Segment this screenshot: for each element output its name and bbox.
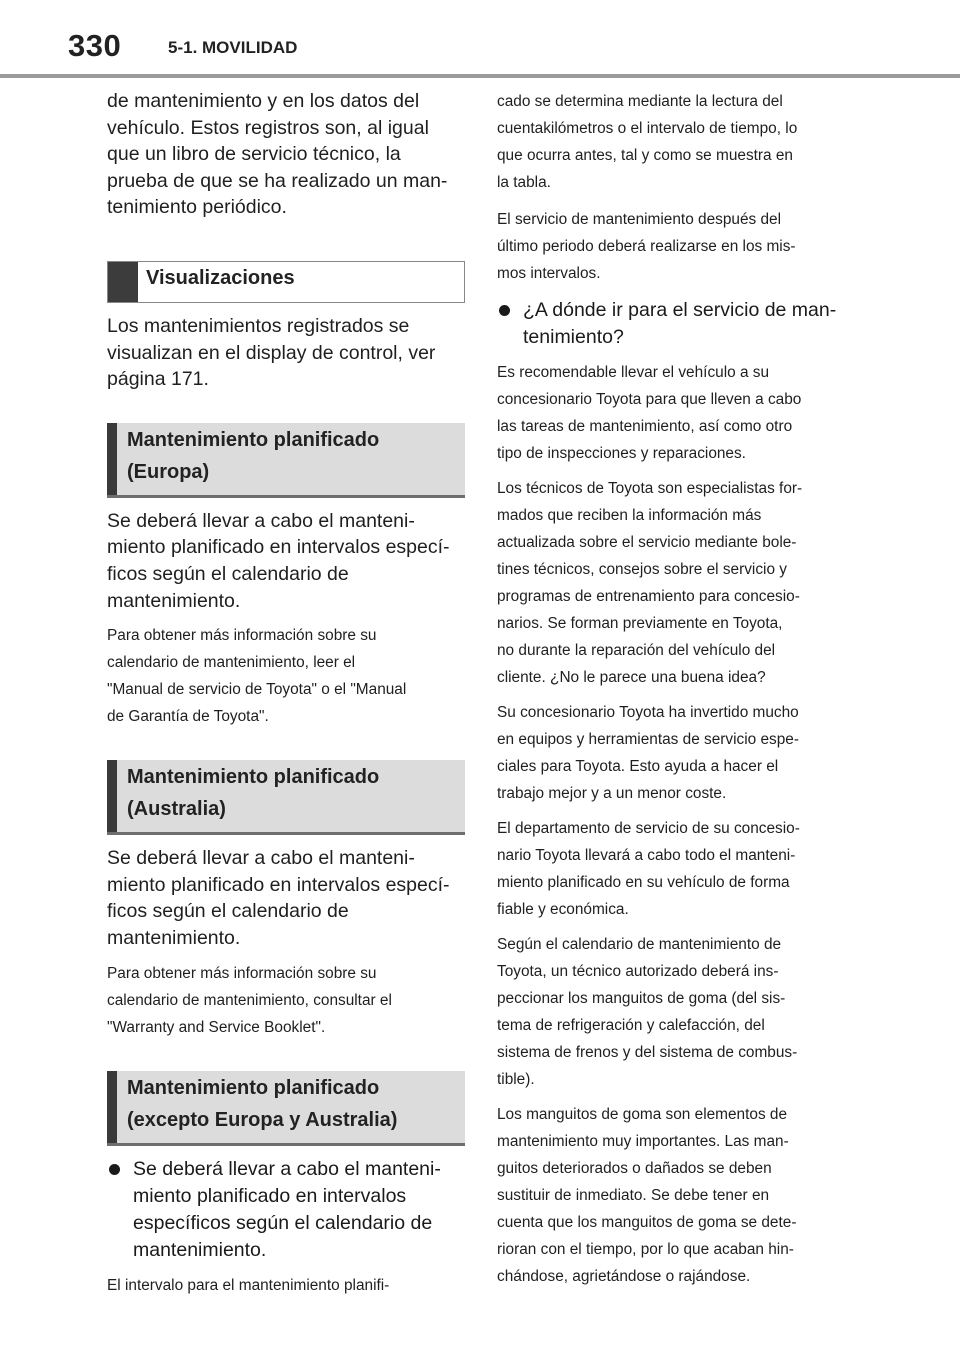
text-line: Los manguitos de goma son elementos de	[497, 1106, 788, 1123]
heading-marker	[107, 423, 117, 495]
text-line: Mantenimiento planificado	[127, 1076, 380, 1099]
header-rule	[0, 74, 960, 78]
text-line: Es recomendable llevar el vehículo a su	[497, 364, 770, 381]
text-line: no durante la reparación del vehículo del	[497, 642, 776, 659]
text-line: El intervalo para el mantenimiento planifi-	[107, 1276, 390, 1294]
text-line: mantenimiento muy importantes. Las man-	[497, 1133, 789, 1150]
text-line: miento planificado en intervalos	[133, 1184, 407, 1207]
text-line: miento planificado en su vehículo de forma	[497, 874, 790, 891]
paragraph-departamento	[497, 815, 853, 923]
text-line: mantenimiento.	[107, 589, 241, 612]
text-line: sistema de frenos y del sistema de combus-	[497, 1044, 798, 1061]
text-line: narios. Se forman previamente en Toyota,	[497, 615, 783, 632]
text-line: Para obtener más información sobre su	[107, 627, 377, 645]
text-line: vehículo. Estos registros son, al igual	[107, 116, 429, 139]
text-line: (Australia)	[127, 798, 226, 821]
text-line: Su concesionario Toyota ha invertido mucho	[497, 704, 799, 721]
australia-note	[107, 960, 465, 1041]
text-line: Los mantenimientos registrados se	[107, 314, 410, 337]
bullet-dot-icon	[499, 305, 510, 316]
text-line: la tabla.	[497, 174, 551, 191]
text-line: (Europa)	[127, 460, 210, 483]
europa-paragraph	[107, 508, 465, 614]
text-line: Se deberá llevar a cabo el manteni-	[107, 509, 415, 532]
text-line: mantenimiento.	[133, 1238, 267, 1261]
text-line: Se deberá llevar a cabo el manteni-	[133, 1157, 441, 1180]
text-line: cado se determina mediante la lectura del	[497, 93, 783, 110]
text-line: peccionar los manguitos de goma (del sis-	[497, 990, 786, 1007]
text-line: trabajo mejor y a un menor coste.	[497, 785, 727, 802]
text-line: nario Toyota llevará a cabo todo el manteni-	[497, 847, 796, 864]
intro-paragraph	[107, 88, 465, 221]
section-title: 5-1. MOVILIDAD	[168, 38, 298, 57]
text-line: miento planificado en intervalos especí-	[107, 873, 450, 896]
text-line: ciales para Toyota. Esto ayuda a hacer el	[497, 758, 779, 775]
text-line: mados que reciben la información más	[497, 507, 762, 524]
text-line: ficos según el calendario de	[107, 562, 349, 585]
text-line: programas de entrenamiento para concesio-	[497, 588, 800, 605]
heading-visualizaciones	[107, 261, 465, 303]
heading-text	[127, 761, 455, 825]
text-line: mantenimiento.	[107, 926, 241, 949]
text-line: que ocurra antes, tal y como se muestra en	[497, 147, 793, 164]
text-line: fiable y económica.	[497, 901, 629, 918]
excepto-note	[107, 1272, 465, 1299]
text-line: visualizan en el display de control, ver	[107, 341, 436, 364]
text-line: rioran con el tiempo, por lo que acaban hin-	[497, 1241, 794, 1258]
text-line: tipo de inspecciones y reparaciones.	[497, 445, 746, 462]
text-line: prueba de que se ha realizado un man-	[107, 169, 448, 192]
heading-marker	[107, 1071, 117, 1143]
europa-note	[107, 622, 465, 730]
text-line: tenimiento?	[523, 326, 624, 348]
text-line: Los técnicos de Toyota son especialistas for-	[497, 480, 803, 497]
left-column	[107, 88, 465, 1299]
text-line: página 171.	[107, 368, 209, 391]
text-line: "Manual de servicio de Toyota" o el "Manual	[107, 681, 407, 699]
paragraph-manguitos-importantes	[497, 1101, 853, 1290]
heading-text	[127, 424, 455, 488]
text-line: mos intervalos.	[497, 265, 601, 282]
page-header	[0, 0, 960, 78]
australia-paragraph	[107, 845, 465, 951]
text-line: las tareas de mantenimiento, así como otro	[497, 418, 793, 435]
heading-excepto	[107, 1071, 465, 1146]
heading-europa	[107, 423, 465, 498]
text-line: tenimiento periódico.	[107, 196, 287, 219]
heading-marker	[107, 760, 117, 832]
paragraph-tecnicos	[497, 475, 853, 691]
text-line: que un libro de servicio técnico, la	[107, 143, 401, 166]
text-line: actualizada sobre el servicio mediante bole-	[497, 534, 797, 551]
right-column	[497, 88, 853, 1290]
paragraph-recomendable	[497, 359, 853, 467]
text-line: El servicio de mantenimiento después del	[497, 211, 782, 228]
text-line: (excepto Europa y Australia)	[127, 1108, 398, 1131]
heading-marker	[108, 262, 138, 302]
text-line: de Garantía de Toyota".	[107, 708, 269, 726]
text-line: Se deberá llevar a cabo el manteni-	[107, 847, 415, 870]
text-line: concesionario Toyota para que lleven a cabo	[497, 391, 802, 408]
donde-ir-bullet	[497, 297, 853, 351]
text-line: tible).	[497, 1071, 535, 1088]
text-line: tema de refrigeración y calefacción, del	[497, 1017, 765, 1034]
heading-text	[127, 1072, 455, 1136]
heading-text: Visualizaciones	[146, 266, 295, 289]
text-line: tines técnicos, consejos sobre el servicio y	[497, 561, 787, 578]
bullet-text	[133, 1156, 465, 1264]
text-line: último periodo deberá realizarse en los mis-	[497, 238, 796, 255]
text-line: "Warranty and Service Booklet".	[107, 1018, 326, 1036]
text-line: en equipos y herramientas de servicio espe-	[497, 731, 799, 748]
text-line: guitos deteriorados o dañados se deben	[497, 1160, 772, 1177]
text-line: Según el calendario de mantenimiento de	[497, 936, 782, 953]
text-line: cliente. ¿No le parece una buena idea?	[497, 669, 766, 686]
text-line: calendario de mantenimiento, consultar el	[107, 991, 392, 1009]
text-line: ficos según el calendario de	[107, 900, 349, 923]
text-line: de mantenimiento y en los datos del	[107, 90, 420, 112]
text-line: chándose, agrietándose o rajándose.	[497, 1268, 751, 1285]
text-line: Mantenimiento planificado	[127, 766, 380, 789]
bullet-text	[523, 297, 853, 351]
text-line: específicos según el calendario de	[133, 1211, 433, 1234]
paragraph-intervalo	[497, 88, 853, 196]
text-line: sustituir de inmediato. Se debe tener en	[497, 1187, 770, 1204]
page-number: 330	[68, 28, 122, 63]
paragraph-servicio-despues	[497, 206, 853, 287]
paragraph-equipos	[497, 699, 853, 807]
excepto-bullet	[107, 1156, 465, 1264]
text-line: El departamento de servicio de su concesio-	[497, 820, 800, 837]
text-line: cuenta que los manguitos de goma se dete-	[497, 1214, 797, 1231]
visualizaciones-paragraph	[107, 313, 465, 393]
text-line: Toyota, un técnico autorizado deberá ins-	[497, 963, 779, 980]
bullet-dot-icon	[109, 1164, 120, 1175]
text-line: cuentakilómetros o el intervalo de tiempo, lo	[497, 120, 798, 137]
text-line: miento planificado en intervalos especí-	[107, 536, 450, 559]
text-line: Para obtener más información sobre su	[107, 964, 377, 982]
text-line: ¿A dónde ir para el servicio de man-	[523, 299, 837, 321]
text-line: Mantenimiento planificado	[127, 428, 380, 451]
heading-australia	[107, 760, 465, 835]
text-line: calendario de mantenimiento, leer el	[107, 654, 356, 672]
paragraph-manguitos-inspeccion	[497, 931, 853, 1093]
